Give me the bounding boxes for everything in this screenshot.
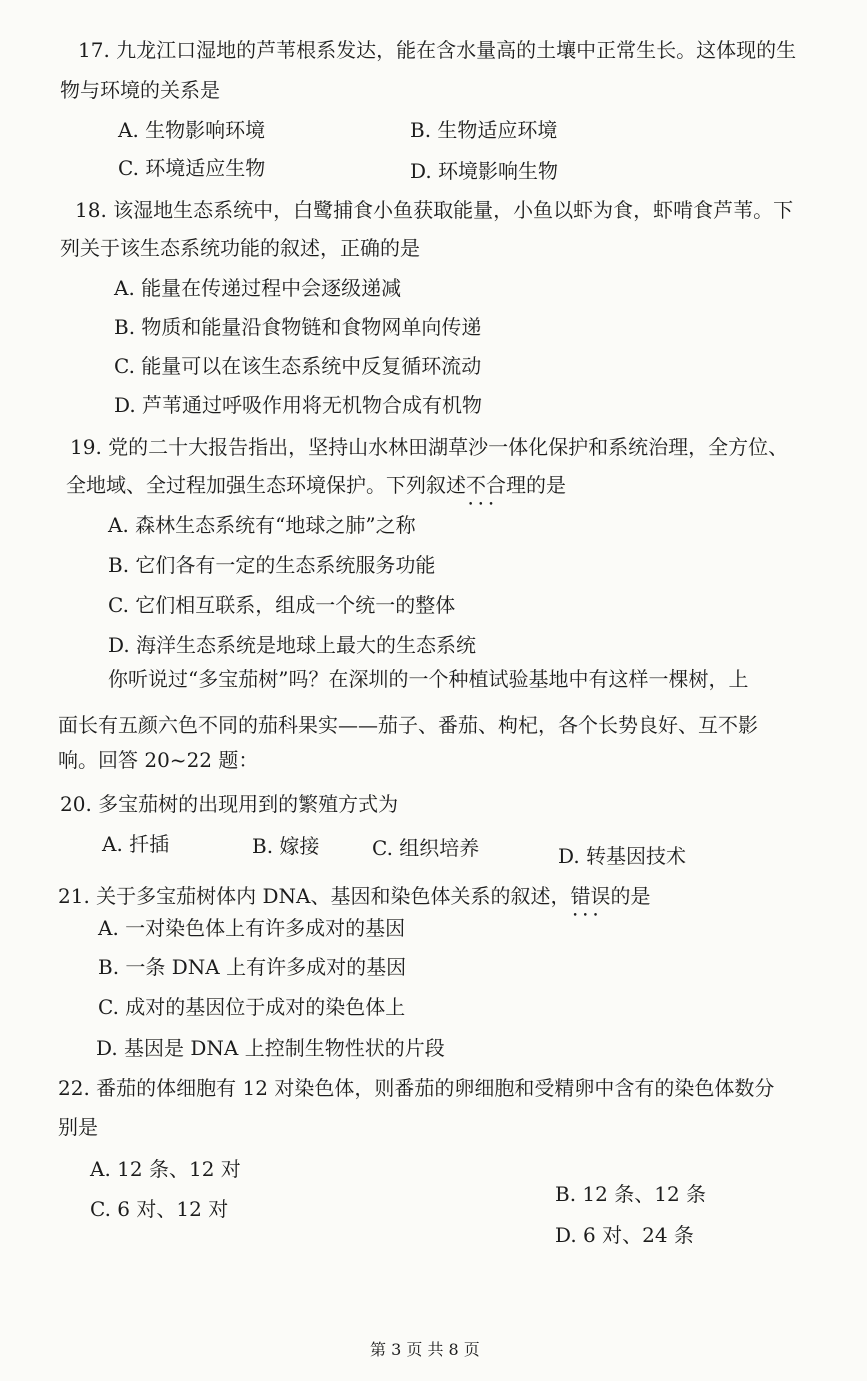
q17-option-c: C. 环境适应生物 — [118, 156, 266, 180]
q18-option-a: A. 能量在传递过程中会逐级递减 — [114, 276, 402, 300]
q20-option-d: D. 转基因技术 — [558, 844, 687, 868]
q20-option-b: B. 嫁接 — [252, 834, 320, 858]
q18-stem-line2: 列关于该生态系统功能的叙述，正确的是 — [60, 236, 420, 260]
q21-emphasis-wrong: 错误 • • • — [571, 882, 611, 910]
q22-option-d: D. 6 对、24 条 — [555, 1223, 694, 1247]
q18-stem-line1: 18. 该湿地生态系统中，白鹭捕食小鱼获取能量，小鱼以虾为食，虾啃食芦苇。下 — [75, 198, 794, 222]
q21-option-a: A. 一对染色体上有许多成对的基因 — [98, 916, 406, 940]
q22-option-c: C. 6 对、12 对 — [90, 1197, 229, 1221]
q19-stem-line2 — [66, 471, 566, 499]
intro-line2: 面长有五颜六色不同的茄科果实——茄子、番茄、枸杞，各个长势良好、互不影 — [58, 713, 758, 737]
q20-option-a: A. 扦插 — [102, 832, 170, 856]
q22-stem-line2: 别是 — [58, 1115, 98, 1139]
q17-option-a: A. 生物影响环境 — [118, 118, 266, 142]
q22-option-b: B. 12 条、12 条 — [555, 1182, 707, 1206]
q18-option-b: B. 物质和能量沿食物链和食物网单向传递 — [114, 315, 482, 339]
intro-line3: 响。回答 20~22 题： — [58, 748, 259, 772]
q17-stem-line1: 17. 九龙江口湿地的芦苇根系发达，能在含水量高的土壤中正常生长。这体现的生 — [78, 38, 797, 62]
q21-stem — [58, 882, 651, 910]
q17-stem-line2: 物与环境的关系是 — [60, 78, 220, 102]
q19-option-b: B. 它们各有一定的生态系统服务功能 — [108, 553, 436, 577]
q18-option-c: C. 能量可以在该生态系统中反复循环流动 — [114, 354, 482, 378]
q21-option-c: C. 成对的基因位于成对的染色体上 — [98, 995, 406, 1019]
q17-option-b: B. 生物适应环境 — [410, 118, 558, 142]
q21-stem-pre: 21. 关于多宝茄树体内 DNA、基因和染色体关系的叙述， — [58, 884, 571, 908]
q19-option-d: D. 海洋生态系统是地球上最大的生态系统 — [108, 633, 477, 657]
page-number: 第 3 页 共 8 页 — [370, 1340, 480, 1359]
q19-option-c: C. 它们相互联系，组成一个统一的整体 — [108, 593, 456, 617]
q21-stem-post: 的是 — [610, 884, 651, 908]
q19-stem-line1: 19. 党的二十大报告指出，坚持山水林田湖草沙一体化保护和系统治理，全方位、 — [70, 435, 789, 459]
q19-option-a: A. 森林生态系统有“地球之肺”之称 — [108, 513, 416, 537]
q18-option-d: D. 芦苇通过呼吸作用将无机物合成有机物 — [114, 393, 483, 417]
q17-option-d: D. 环境影响生物 — [410, 159, 559, 183]
q19-emphasis-not-reasonable: 不合理 • • • — [466, 471, 526, 499]
q20-option-c: C. 组织培养 — [372, 836, 480, 860]
q19-stem-line2-post: 的是 — [526, 473, 566, 497]
q20-stem: 20. 多宝茄树的出现用到的繁殖方式为 — [60, 792, 399, 816]
intro-line1: 你听说过“多宝茄树”吗？在深圳的一个种植试验基地中有这样一棵树，上 — [108, 667, 749, 691]
q19-stem-line2-pre: 全地域、全过程加强生态环境保护。下列叙述 — [66, 473, 466, 497]
q22-stem-line1: 22. 番茄的体细胞有 12 对染色体，则番茄的卵细胞和受精卵中含有的染色体数分 — [58, 1076, 775, 1100]
q21-option-d: D. 基因是 DNA 上控制生物性状的片段 — [96, 1036, 445, 1060]
q22-option-a: A. 12 条、12 对 — [90, 1157, 241, 1181]
q21-option-b: B. 一条 DNA 上有许多成对的基因 — [98, 955, 407, 979]
